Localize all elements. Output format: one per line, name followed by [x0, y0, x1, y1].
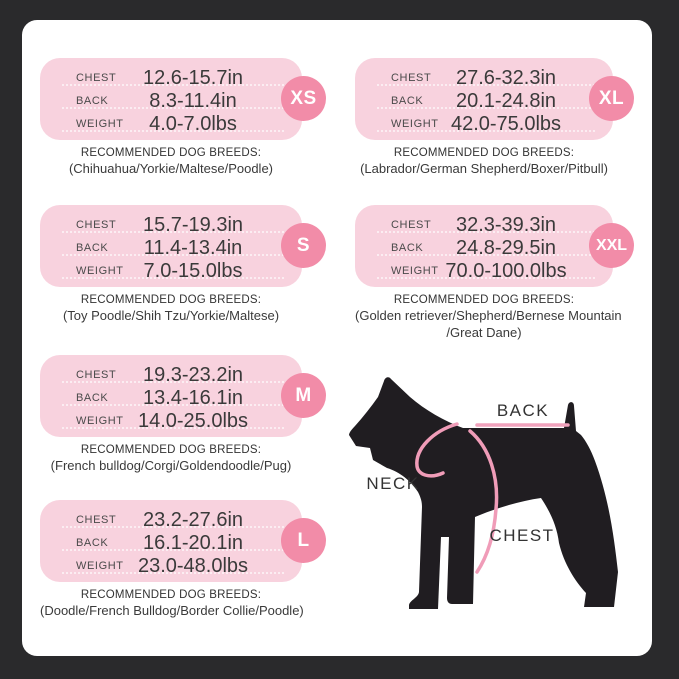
chest-label: CHEST: [391, 219, 432, 231]
measure-row: [52, 555, 290, 577]
breeds-line: (Labrador/German Shepherd/Boxer/Pitbull): [360, 161, 608, 176]
weight-value: 4.0-7.0lbs: [149, 113, 237, 135]
weight-label: WEIGHT: [76, 415, 124, 427]
size-block-xxl: [355, 205, 628, 340]
back-value: 16.1-20.1in: [142, 532, 244, 554]
weight-value: 23.0-48.0lbs: [137, 555, 249, 577]
weight-label: WEIGHT: [76, 118, 124, 130]
chest-label: CHEST: [76, 369, 117, 381]
measure-row: [52, 113, 290, 135]
recommended-heading: RECOMMENDED DOG BREEDS:: [393, 147, 575, 159]
chest-value: 15.7-19.3in: [142, 214, 244, 236]
measure-row: [52, 532, 290, 554]
recommended-heading: RECOMMENDED DOG BREEDS:: [80, 589, 262, 601]
size-badge-xxl: XXL: [589, 223, 634, 268]
back-value: 13.4-16.1in: [142, 387, 244, 409]
chest-value: 27.6-32.3in: [455, 67, 557, 89]
recommended-heading: RECOMMENDED DOG BREEDS:: [80, 147, 262, 159]
breeds-line: /Great Dane): [446, 325, 522, 340]
back-label: BACK: [76, 392, 109, 404]
measure-row: [52, 90, 290, 112]
measure-row: [52, 410, 290, 432]
back-value: 20.1-24.8in: [455, 90, 557, 112]
measure-row: [52, 387, 290, 409]
chest-diagram-label: CHEST: [489, 526, 555, 545]
chest-label: CHEST: [76, 72, 117, 84]
breeds-line: (Doodle/French Bulldog/Border Collie/Poodle): [40, 603, 304, 618]
recommended-heading: RECOMMENDED DOG BREEDS:: [393, 294, 575, 306]
size-box: [355, 205, 613, 287]
measure-row: [52, 237, 290, 259]
size-block-xs: [40, 58, 317, 176]
size-block-s: [40, 205, 311, 323]
size-badge-xl: XL: [589, 76, 634, 121]
chest-label: CHEST: [76, 514, 117, 526]
weight-value: 70.0-100.0lbs: [445, 260, 567, 282]
back-value: 8.3-11.4in: [149, 90, 237, 112]
chest-value: 32.3-39.3in: [455, 214, 557, 236]
size-badge-m: M: [281, 373, 326, 418]
size-box: [355, 58, 613, 140]
size-block-l: [40, 500, 310, 618]
weight-value: 14.0-25.0lbs: [137, 410, 249, 432]
measure-row: [367, 214, 601, 236]
back-label: BACK: [76, 537, 109, 549]
breeds-line: (Toy Poodle/Shih Tzu/Yorkie/Maltese): [62, 308, 280, 323]
size-badge-l: L: [281, 518, 326, 563]
neck-diagram-label: NECK: [366, 474, 420, 493]
measure-row: [367, 90, 601, 112]
measure-row: [367, 113, 601, 135]
back-diagram-label: BACK: [496, 401, 550, 420]
weight-value: 42.0-75.0lbs: [450, 113, 562, 135]
size-box: [40, 500, 302, 582]
measure-row: [52, 509, 290, 531]
measure-row: [52, 67, 290, 89]
weight-label: WEIGHT: [391, 118, 439, 130]
chest-value: 19.3-23.2in: [142, 364, 244, 386]
back-label: BACK: [391, 242, 424, 254]
measure-row: [367, 237, 601, 259]
size-block-m: [40, 355, 312, 473]
recommended-heading: RECOMMENDED DOG BREEDS:: [80, 444, 262, 456]
measure-row: [52, 364, 290, 386]
size-badge-xs: XS: [281, 76, 326, 121]
chest-value: 23.2-27.6in: [142, 509, 244, 531]
chest-value: 12.6-15.7in: [142, 67, 244, 89]
size-badge-s: S: [281, 223, 326, 268]
size-box: [40, 58, 302, 140]
recommended-heading: RECOMMENDED DOG BREEDS:: [80, 294, 262, 306]
back-label: BACK: [391, 95, 424, 107]
breeds-line: (Chihuahua/Yorkie/Maltese/Poodle): [68, 161, 274, 176]
weight-label: WEIGHT: [76, 265, 124, 277]
measure-row: [52, 214, 290, 236]
back-value: 24.8-29.5in: [455, 237, 557, 259]
measure-row: [52, 260, 290, 282]
size-box: [40, 355, 302, 437]
breeds-line: (Golden retriever/Shepherd/Bernese Mountain: [355, 308, 622, 323]
size-box: [40, 205, 302, 287]
chest-label: CHEST: [391, 72, 432, 84]
breeds-line: (French bulldog/Corgi/Goldendoodle/Pug): [50, 458, 292, 473]
weight-label: WEIGHT: [391, 265, 439, 277]
size-block-xl: [355, 58, 625, 176]
measure-row: [367, 260, 601, 282]
weight-value: 7.0-15.0lbs: [143, 260, 243, 282]
measure-row: [367, 67, 601, 89]
back-label: BACK: [76, 95, 109, 107]
back-label: BACK: [76, 242, 109, 254]
weight-label: WEIGHT: [76, 560, 124, 572]
chest-label: CHEST: [76, 219, 117, 231]
back-value: 11.4-13.4in: [143, 237, 243, 259]
